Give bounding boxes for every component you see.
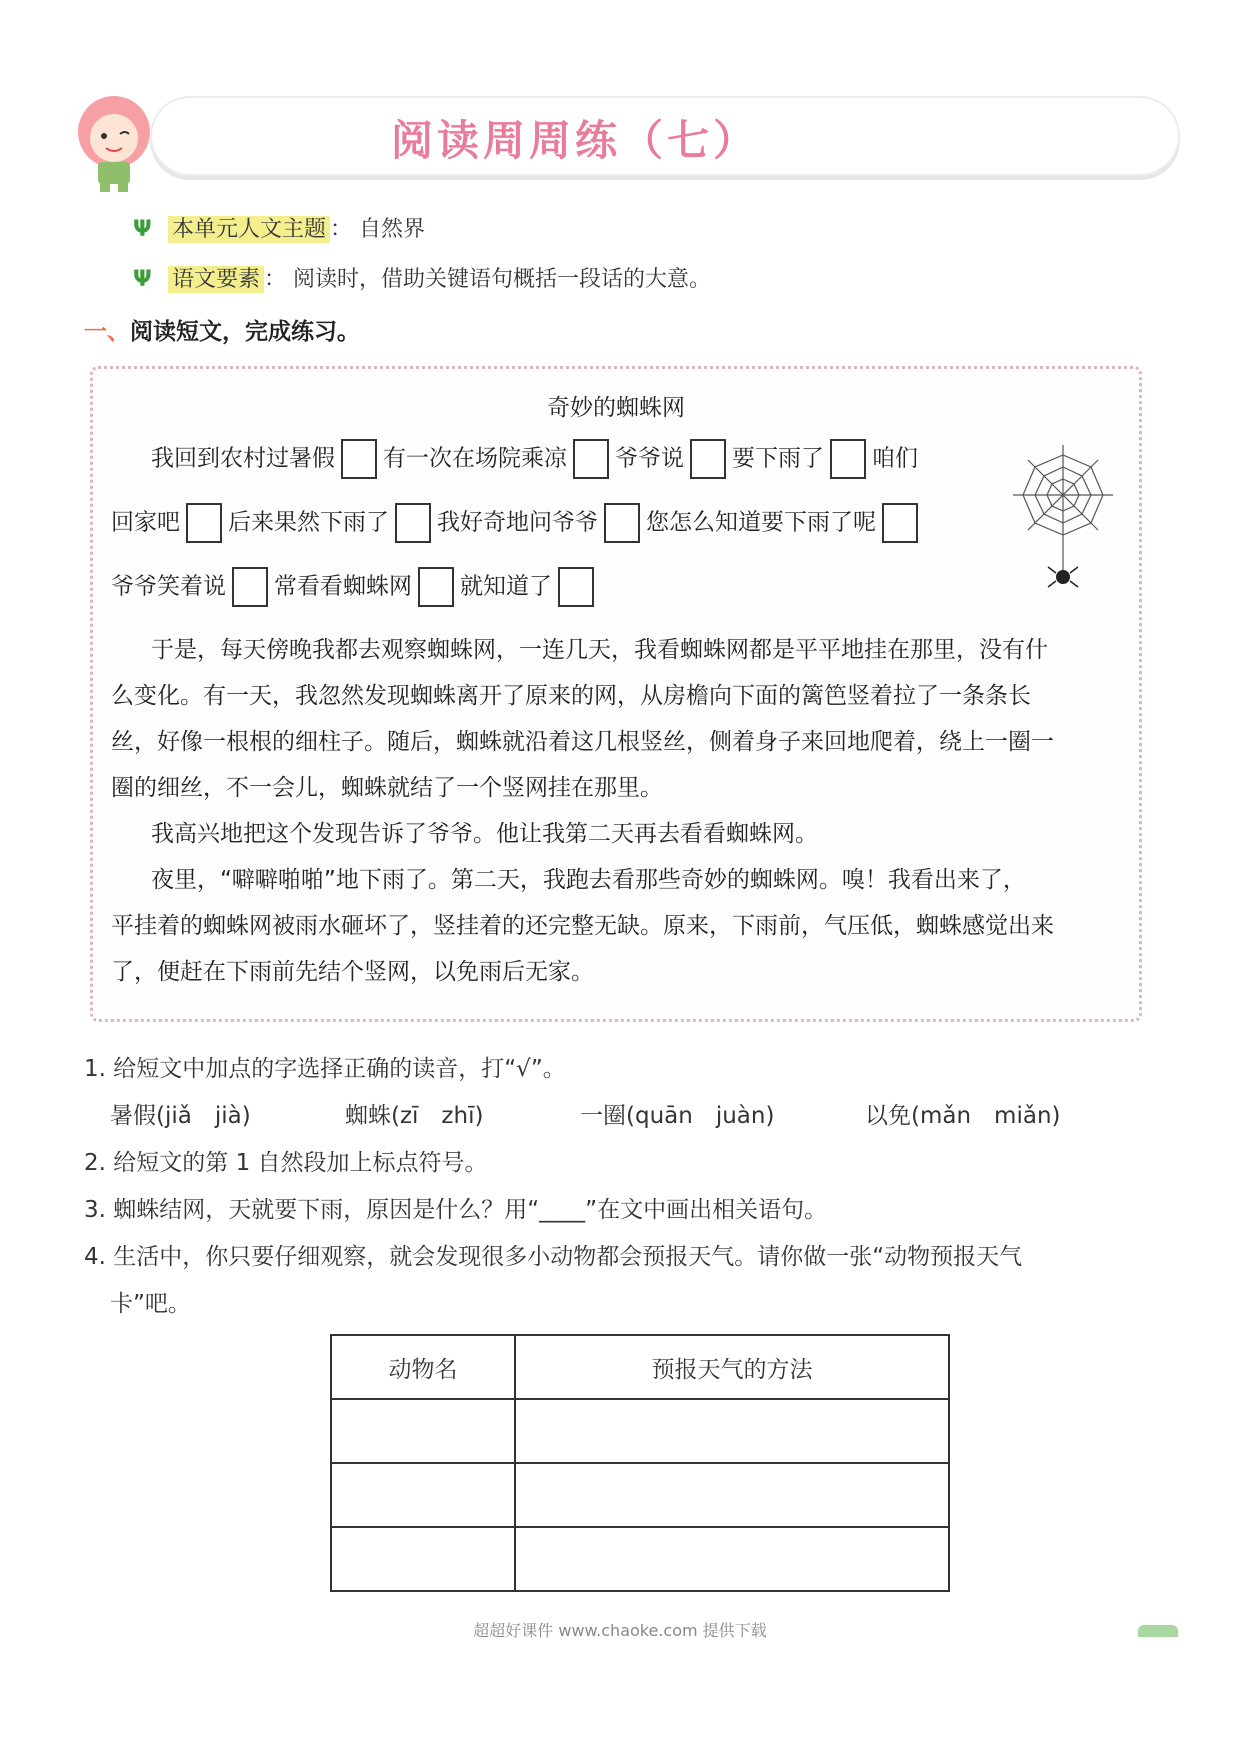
animal-weather-card-table <box>330 1334 950 1592</box>
unit-theme-label: 本单元人文主题 <box>168 216 330 243</box>
question-4: 4. 生活中，你只要仔细观察，就会发现很多小动物都会预报天气。请你做一张“动物预报天气 <box>84 1244 1023 1270</box>
punctuation-blank[interactable] <box>418 567 454 607</box>
unit-theme-value: 自然界 <box>359 217 426 242</box>
language-element-value: 阅读时，借助关键语句概括一段话的大意。 <box>293 267 712 292</box>
table-cell[interactable] <box>515 1399 949 1463</box>
punctuation-blank[interactable] <box>882 503 918 543</box>
question-4-cont: 卡”吧。 <box>110 1291 191 1317</box>
page-tab-decoration <box>1138 1625 1178 1637</box>
passage-p1-line2: 回家吧 后来果然下雨了 我好奇地问爷爷 您怎么知道要下雨了呢 <box>111 503 924 543</box>
table-header-row <box>331 1335 949 1399</box>
language-element-line: Ψ 语文要素 ： 阅读时，借助关键语句概括一段话的大意。 <box>133 267 712 292</box>
page-title: 阅读周周练（七） <box>390 116 759 165</box>
table-cell[interactable] <box>331 1399 515 1463</box>
table-row <box>331 1527 949 1591</box>
punctuation-blank[interactable] <box>395 503 431 543</box>
q1-option-4[interactable]: 以免(mǎn miǎn) <box>865 1103 1061 1129</box>
footer-watermark: 超超好课件 www.chaoke.com 提供下载 <box>473 1621 767 1640</box>
punctuation-blank[interactable] <box>604 503 640 543</box>
q1-option-2[interactable]: 蜘蛛(zī zhī) <box>345 1103 484 1129</box>
table-row <box>331 1399 949 1463</box>
language-element-label: 语文要素 <box>168 266 264 293</box>
passage-p2-line2: 么变化。有一天，我忽然发现蜘蛛离开了原来的网，从房檐向下面的篱笆竖着拉了一条条长 <box>111 683 1031 709</box>
punctuation-blank[interactable] <box>690 439 726 479</box>
passage-p2-line3: 丝，好像一根根的细柱子。随后，蜘蛛就沿着这几根竖丝，侧着身子来回地爬着，绕上一圈一 <box>111 729 1054 755</box>
punctuation-blank[interactable] <box>186 503 222 543</box>
table-row <box>331 1463 949 1527</box>
table-cell[interactable] <box>515 1463 949 1527</box>
punctuation-blank[interactable] <box>830 439 866 479</box>
passage-p4-line3: 了，便赶在下雨前先结个竖网，以免雨后无家。 <box>111 959 594 985</box>
punctuation-blank[interactable] <box>558 567 594 607</box>
passage-p3: 我高兴地把这个发现告诉了爷爷。他让我第二天再去看看蜘蛛网。 <box>151 821 818 847</box>
question-3: 3. 蜘蛛结网，天就要下雨，原因是什么？用“____”在文中画出相关语句。 <box>84 1197 828 1223</box>
reading-passage-box <box>90 366 1142 1022</box>
punctuation-blank[interactable] <box>232 567 268 607</box>
passage-p2-line4: 圈的细丝，不一会儿，蜘蛛就结了一个竖网挂在那里。 <box>111 775 663 801</box>
table-cell[interactable] <box>515 1527 949 1591</box>
q1-option-1[interactable]: 暑假(jiǎ jià) <box>110 1103 251 1129</box>
spider-web-icon <box>993 435 1133 595</box>
passage-p1-line1: 我回到农村过暑假 有一次在场院乘凉 爷爷说 要下雨了 咱们 <box>151 439 918 479</box>
unit-theme-line: Ψ 本单元人文主题 ： 自然界 <box>133 217 426 242</box>
q1-option-3[interactable]: 一圈(quān juàn) <box>580 1103 775 1129</box>
col-animal-name: 动物名 <box>331 1335 515 1399</box>
passage-p1-line3: 爷爷笑着说 常看看蜘蛛网 就知道了 <box>111 567 600 607</box>
passage-p2-line1: 于是，每天傍晚我都去观察蜘蛛网，一连几天，我看蜘蛛网都是平平地挂在那里，没有什 <box>151 637 1048 663</box>
passage-title: 奇妙的蜘蛛网 <box>547 395 685 421</box>
passage-p4-line2: 平挂着的蜘蛛网被雨水砸坏了，竖挂着的还完整无缺。原来，下雨前，气压低，蜘蛛感觉出来 <box>111 913 1054 939</box>
sprout-icon: Ψ <box>133 217 152 242</box>
punctuation-blank[interactable] <box>341 439 377 479</box>
question-2: 2. 给短文的第 1 自然段加上标点符号。 <box>84 1150 488 1176</box>
question-1: 1. 给短文中加点的字选择正确的读音，打“√”。 <box>84 1056 566 1082</box>
table-cell[interactable] <box>331 1463 515 1527</box>
table-cell[interactable] <box>331 1527 515 1591</box>
sprout-icon: Ψ <box>133 267 152 292</box>
punctuation-blank[interactable] <box>573 439 609 479</box>
col-forecast-method: 预报天气的方法 <box>515 1335 949 1399</box>
passage-p4-line1: 夜里，“噼噼啪啪”地下雨了。第二天，我跑去看那些奇妙的蜘蛛网。嗅！我看出来了， <box>151 867 1026 893</box>
section-heading: 一、阅读短文，完成练习。 <box>84 319 360 345</box>
